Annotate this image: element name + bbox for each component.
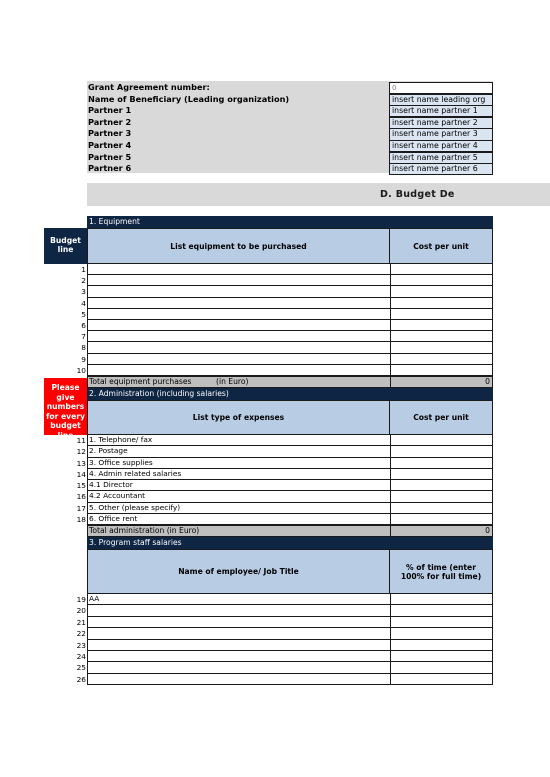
equipment-col-cost: Cost per unit	[389, 228, 493, 264]
header-label: Partner 2	[88, 116, 132, 127]
header-label: Partner 6	[88, 163, 132, 174]
admin-total-label: Total administration (in Euro)	[89, 526, 200, 535]
budget-line-text: Budget line	[50, 236, 81, 254]
admin-row-number: 17	[76, 503, 86, 513]
header-label: Partner 4	[88, 140, 132, 150]
admin-row	[87, 503, 493, 514]
admin-col-cost: Cost per unit	[389, 400, 493, 435]
staff-row-number: 20	[76, 606, 86, 616]
staff-row-number: 26	[76, 674, 86, 684]
equipment-cost-cell[interactable]	[390, 342, 495, 352]
equipment-row	[87, 354, 493, 365]
staff-row-number: 23	[76, 640, 86, 650]
equipment-row-number: 9	[81, 354, 86, 364]
staff-row-number: 24	[76, 652, 86, 661]
admin-cost-cell[interactable]	[390, 514, 495, 524]
equipment-row-number: 10	[76, 365, 86, 375]
equipment-row	[87, 331, 493, 342]
staff-item-cell[interactable]	[88, 651, 391, 661]
budget-line-label	[44, 228, 87, 264]
equipment-cost-cell[interactable]	[390, 320, 495, 330]
equipment-row-number: 8	[81, 343, 86, 353]
admin-row-number: 13	[76, 458, 86, 468]
header-value-field[interactable]: insert name partner 6	[389, 163, 493, 175]
equipment-item-cell[interactable]	[88, 342, 391, 352]
equipment-cost-cell[interactable]	[390, 264, 495, 274]
staff-item-cell[interactable]	[88, 674, 391, 684]
equipment-row-number: 4	[81, 298, 86, 308]
equipment-row	[87, 342, 493, 353]
equipment-total-value: 0	[485, 377, 490, 386]
equipment-total-label: Total equipment purchases	[89, 377, 192, 386]
admin-row-number: 12	[76, 447, 86, 457]
admin-row	[87, 446, 493, 457]
admin-total-row	[87, 525, 493, 537]
staff-row	[87, 651, 493, 662]
header-value-field[interactable]: insert name partner 1	[389, 105, 493, 117]
admin-item-cell[interactable]: 4. Admin related salaries	[89, 468, 182, 478]
equipment-cost-cell[interactable]	[390, 298, 495, 308]
staff-item-cell[interactable]	[88, 640, 391, 650]
admin-item-cell[interactable]: 2. Postage	[89, 446, 128, 456]
admin-item-cell[interactable]: 5. Other (please specify)	[89, 502, 181, 512]
budget-banner-title: D. Budget De	[380, 189, 455, 200]
admin-row	[87, 469, 493, 480]
equipment-col-item: List equipment to be purchased	[87, 228, 390, 264]
header-value-field[interactable]: insert name partner 5	[389, 152, 493, 164]
equipment-item-cell[interactable]	[88, 354, 391, 364]
staff-row-number: 25	[76, 663, 86, 673]
header-value-field[interactable]: insert name leading org	[389, 94, 493, 106]
staff-cost-cell[interactable]	[390, 628, 495, 638]
equipment-item-cell[interactable]	[88, 320, 391, 330]
staff-item-cell[interactable]	[88, 662, 391, 672]
equipment-item-cell[interactable]	[88, 331, 391, 341]
staff-cost-cell[interactable]	[390, 651, 495, 661]
header-label: Partner 1	[88, 105, 132, 116]
equipment-row-number: 7	[81, 332, 86, 342]
staff-row	[87, 662, 493, 673]
header-value-field[interactable]: 0	[389, 82, 493, 94]
admin-row-number: 18	[76, 514, 86, 524]
equipment-row	[87, 275, 493, 286]
header-label: Partner 5	[88, 151, 132, 162]
equipment-row-number: 6	[81, 321, 86, 330]
section-staff-title: 3. Program staff salaries	[87, 537, 493, 549]
admin-row	[87, 458, 493, 469]
staff-row	[87, 674, 493, 685]
admin-cost-cell[interactable]	[390, 446, 495, 456]
equipment-cost-cell[interactable]	[390, 354, 495, 364]
equipment-cost-cell[interactable]	[390, 286, 495, 296]
admin-row	[87, 514, 493, 525]
staff-item-cell[interactable]	[88, 628, 391, 638]
equipment-cost-cell[interactable]	[390, 275, 495, 285]
admin-item-cell[interactable]: 3. Office supplies	[89, 457, 153, 467]
staff-item-cell[interactable]	[88, 617, 391, 627]
admin-cost-cell[interactable]	[390, 491, 495, 501]
admin-cost-cell[interactable]	[390, 503, 495, 513]
equipment-item-cell[interactable]	[88, 275, 391, 285]
equipment-item-cell[interactable]	[88, 309, 391, 319]
header-label: Partner 3	[88, 128, 132, 139]
equipment-row	[87, 298, 493, 309]
budget-note-text: Please give numbers for every budget line	[46, 383, 85, 440]
equipment-total-divider	[390, 376, 391, 388]
equipment-total-row	[87, 376, 493, 388]
equipment-row-number: 1	[81, 265, 86, 274]
equipment-total-unit: (in Euro)	[216, 377, 249, 386]
staff-cost-cell[interactable]	[390, 617, 495, 627]
admin-cost-cell[interactable]	[390, 435, 495, 445]
header-value-field[interactable]: insert name partner 2	[389, 117, 493, 129]
staff-row	[87, 605, 493, 616]
staff-cost-cell[interactable]	[390, 594, 495, 604]
header-label: Name of Beneficiary (Leading organization)	[88, 93, 290, 104]
equipment-item-cell[interactable]	[88, 264, 391, 274]
staff-item-cell[interactable]	[88, 605, 391, 615]
admin-item-cell[interactable]: 4.2 Accountant	[89, 491, 146, 501]
equipment-row	[87, 365, 493, 376]
admin-cost-cell[interactable]	[390, 458, 495, 468]
admin-total-value: 0	[485, 526, 490, 535]
staff-cost-cell[interactable]	[390, 674, 495, 684]
admin-row-number: 15	[76, 481, 86, 490]
staff-cost-cell[interactable]	[390, 662, 495, 672]
staff-row-number: 21	[76, 617, 86, 627]
admin-cost-cell[interactable]	[390, 469, 495, 479]
equipment-item-cell[interactable]	[88, 298, 391, 308]
staff-cost-cell[interactable]	[390, 605, 495, 615]
equipment-cost-cell[interactable]	[390, 365, 495, 375]
admin-row-number: 11	[76, 436, 86, 445]
equipment-row	[87, 286, 493, 297]
equipment-cost-cell[interactable]	[390, 331, 495, 341]
admin-col-item: List type of expenses	[87, 400, 390, 435]
admin-cost-cell[interactable]	[390, 480, 495, 490]
admin-row-number: 14	[76, 469, 86, 479]
staff-row	[87, 594, 493, 605]
header-label: Grant Agreement number:	[88, 82, 210, 92]
header-value-field[interactable]: insert name partner 4	[389, 140, 493, 152]
staff-row	[87, 628, 493, 639]
staff-cost-cell[interactable]	[390, 640, 495, 650]
admin-row	[87, 480, 493, 491]
equipment-row	[87, 309, 493, 320]
equipment-row	[87, 264, 493, 275]
budget-note-label	[44, 378, 87, 440]
staff-col-item: Name of employee/ Job Title	[87, 549, 390, 594]
staff-row	[87, 640, 493, 651]
staff-col-cost: % of time (enter 100% for full time)	[389, 549, 493, 594]
equipment-row-number: 2	[81, 276, 86, 286]
equipment-cost-cell[interactable]	[390, 309, 495, 319]
staff-row-number: 22	[76, 629, 86, 639]
equipment-item-cell[interactable]	[88, 286, 391, 296]
admin-item-cell[interactable]: 1. Telephone/ fax	[89, 435, 153, 444]
staff-item-cell[interactable]: AA	[89, 594, 100, 603]
staff-row-number: 19	[76, 595, 86, 604]
equipment-row	[87, 320, 493, 331]
admin-row	[87, 435, 493, 446]
admin-item-cell[interactable]: 6. Office rent	[89, 513, 138, 523]
section-equipment-title: 1. Equipment	[87, 216, 493, 228]
staff-row	[87, 617, 493, 628]
header-value-field[interactable]: insert name partner 3	[389, 128, 493, 140]
admin-total-divider	[390, 525, 391, 537]
equipment-item-cell[interactable]	[88, 365, 391, 375]
equipment-row-number: 5	[81, 309, 86, 319]
admin-row	[87, 491, 493, 502]
admin-row-number: 16	[76, 492, 86, 502]
section-admin-title: 2. Administration (including salaries)	[87, 388, 493, 400]
equipment-row-number: 3	[81, 287, 86, 297]
admin-item-cell[interactable]: 4.1 Director	[89, 480, 133, 489]
